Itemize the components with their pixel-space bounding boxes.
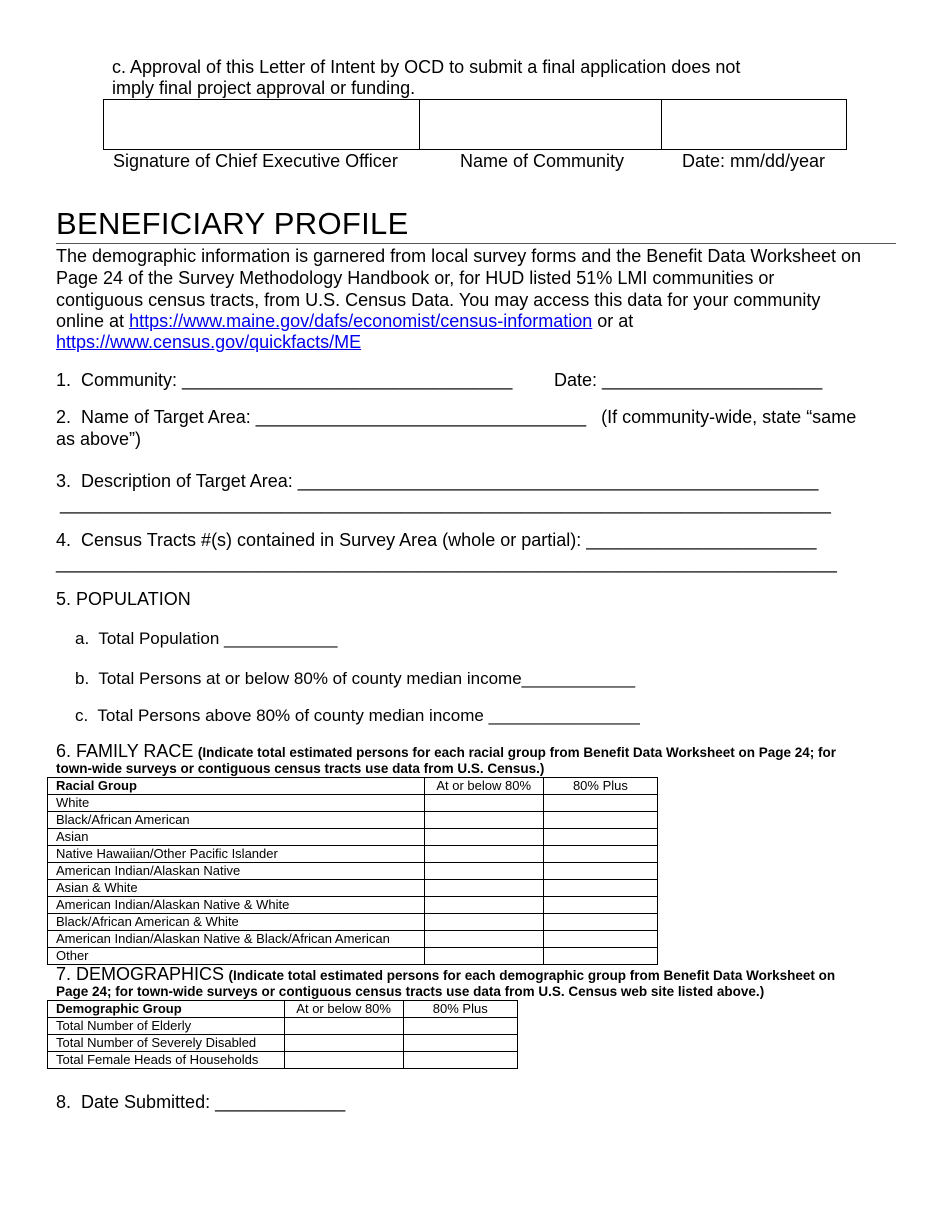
or-at-text: or at (592, 311, 634, 331)
row-label: American Indian/Alaskan Native & Black/African American (48, 931, 425, 948)
online-at-text: online at (56, 311, 130, 331)
demographics-heading (56, 964, 835, 985)
maine-census-link[interactable]: https://www.maine.gov/dafs/economist/census-information (129, 311, 593, 331)
demographics-note-cont: Page 24; for town-wide surveys or contiguous census tracts use data from U.S. Census web site listed above.) (56, 984, 765, 999)
approval-line-1: c. Approval of this Letter of Intent by OCD to submit a final application does not (112, 57, 741, 77)
intro-line-1: The demographic information is garnered from local survey forms and the Benefit Data Worksheet on (56, 246, 862, 266)
target-area-field[interactable]: 2. Name of Target Area: _________________________________ (If community-wide, state “same (56, 407, 857, 427)
description-field-line-2[interactable]: _____________________________________________________________________________ (60, 494, 831, 514)
row-label: Black/African American & White (48, 914, 425, 931)
family-race-table (47, 777, 658, 965)
row-label: Asian (48, 829, 425, 846)
table-row (48, 846, 658, 863)
table-row (48, 812, 658, 829)
intro-line-2: Page 24 of the Survey Methodology Handbook or, for HUD listed 51% LMI communities or (56, 268, 775, 288)
cell-input[interactable] (543, 795, 657, 812)
cell-input[interactable] (403, 1035, 517, 1052)
cell-input[interactable] (424, 897, 543, 914)
cell-input[interactable] (403, 1052, 517, 1069)
cell-input[interactable] (543, 829, 657, 846)
column-header: 80% Plus (543, 778, 657, 795)
row-label: Total Number of Elderly (48, 1018, 285, 1035)
row-label: Asian & White (48, 880, 425, 897)
row-label: Other (48, 948, 425, 965)
family-race-title: 6. FAMILY RACE (56, 741, 194, 761)
column-header: 80% Plus (403, 1001, 517, 1018)
table-header-row (48, 778, 658, 795)
cell-input[interactable] (284, 1035, 403, 1052)
persons-below-80-field[interactable]: b. Total Persons at or below 80% of county median income____________ (75, 669, 636, 688)
cell-input[interactable] (543, 948, 657, 965)
ceo-signature-label: Signature of Chief Executive Officer (113, 151, 398, 171)
signature-date-field[interactable] (661, 99, 847, 150)
demographics-table (47, 1000, 518, 1069)
date-field[interactable]: Date: ______________________ (554, 370, 823, 390)
persons-above-80-field[interactable]: c. Total Persons above 80% of county median income ________________ (75, 706, 640, 725)
row-label: White (48, 795, 425, 812)
cell-input[interactable] (284, 1052, 403, 1069)
table-row (48, 880, 658, 897)
cell-input[interactable] (424, 880, 543, 897)
table-row (48, 1035, 518, 1052)
date-submitted-field[interactable]: 8. Date Submitted: _____________ (56, 1092, 346, 1112)
row-label: Total Female Heads of Households (48, 1052, 285, 1069)
family-race-heading (56, 741, 836, 762)
cell-input[interactable] (424, 812, 543, 829)
cell-input[interactable] (543, 931, 657, 948)
cell-input[interactable] (424, 795, 543, 812)
intro-line-3: contiguous census tracts, from U.S. Census Data. You may access this data for your community (56, 290, 821, 310)
census-tracts-field-line-2[interactable]: ______________________________________________________________________________ (56, 553, 837, 573)
cell-input[interactable] (543, 914, 657, 931)
community-field[interactable]: 1. Community: _________________________________ (56, 370, 513, 390)
cell-input[interactable] (284, 1018, 403, 1035)
cell-input[interactable] (543, 863, 657, 880)
table-header-row (48, 1001, 518, 1018)
demographics-title: 7. DEMOGRAPHICS (56, 964, 225, 984)
community-name-field[interactable] (419, 99, 662, 150)
row-label: American Indian/Alaskan Native & White (48, 897, 425, 914)
signature-date-label: Date: mm/dd/year (682, 151, 826, 171)
family-race-note-cont: town-wide surveys or contiguous census tracts use data from U.S. Census.) (56, 761, 545, 776)
row-label: Native Hawaiian/Other Pacific Islander (48, 846, 425, 863)
column-header: Demographic Group (48, 1001, 285, 1018)
table-row (48, 897, 658, 914)
community-name-label: Name of Community (460, 151, 625, 171)
population-heading: 5. POPULATION (56, 589, 191, 609)
intro-line-4 (56, 311, 633, 332)
target-area-note: as above”) (56, 429, 142, 449)
census-tracts-field[interactable]: 4. Census Tracts #(s) contained in Survey Area (whole or partial): _______________________ (56, 530, 817, 550)
cell-input[interactable] (543, 880, 657, 897)
cell-input[interactable] (543, 812, 657, 829)
cell-input[interactable] (424, 846, 543, 863)
heading-rule (56, 243, 896, 244)
column-header: Racial Group (48, 778, 425, 795)
cell-input[interactable] (403, 1018, 517, 1035)
cell-input[interactable] (424, 914, 543, 931)
column-header: At or below 80% (284, 1001, 403, 1018)
cell-input[interactable] (424, 931, 543, 948)
row-label: Total Number of Severely Disabled (48, 1035, 285, 1052)
table-row (48, 829, 658, 846)
row-label: American Indian/Alaskan Native (48, 863, 425, 880)
cell-input[interactable] (424, 948, 543, 965)
approval-line-2: imply final project approval or funding. (112, 78, 416, 98)
table-row (48, 1018, 518, 1035)
table-row (48, 795, 658, 812)
cell-input[interactable] (543, 846, 657, 863)
total-population-field[interactable]: a. Total Population ____________ (75, 629, 338, 648)
intro-line-5 (56, 332, 361, 353)
table-row (48, 1052, 518, 1069)
page-title: BENEFICIARY PROFILE (56, 206, 409, 241)
cell-input[interactable] (424, 829, 543, 846)
table-row (48, 863, 658, 880)
demographics-note: (Indicate total estimated persons for each demographic group from Benefit Data Worksheet on (228, 968, 836, 983)
table-row (48, 914, 658, 931)
ceo-signature-field[interactable] (103, 99, 420, 150)
description-field[interactable]: 3. Description of Target Area: ____________________________________________________ (56, 471, 819, 491)
cell-input[interactable] (424, 863, 543, 880)
table-row (48, 948, 658, 965)
column-header: At or below 80% (424, 778, 543, 795)
cell-input[interactable] (543, 897, 657, 914)
family-race-note: (Indicate total estimated persons for each racial group from Benefit Data Worksheet on Page 24; for (197, 745, 836, 760)
row-label: Black/African American (48, 812, 425, 829)
census-quickfacts-link[interactable]: https://www.census.gov/quickfacts/ME (56, 332, 362, 352)
table-row (48, 931, 658, 948)
